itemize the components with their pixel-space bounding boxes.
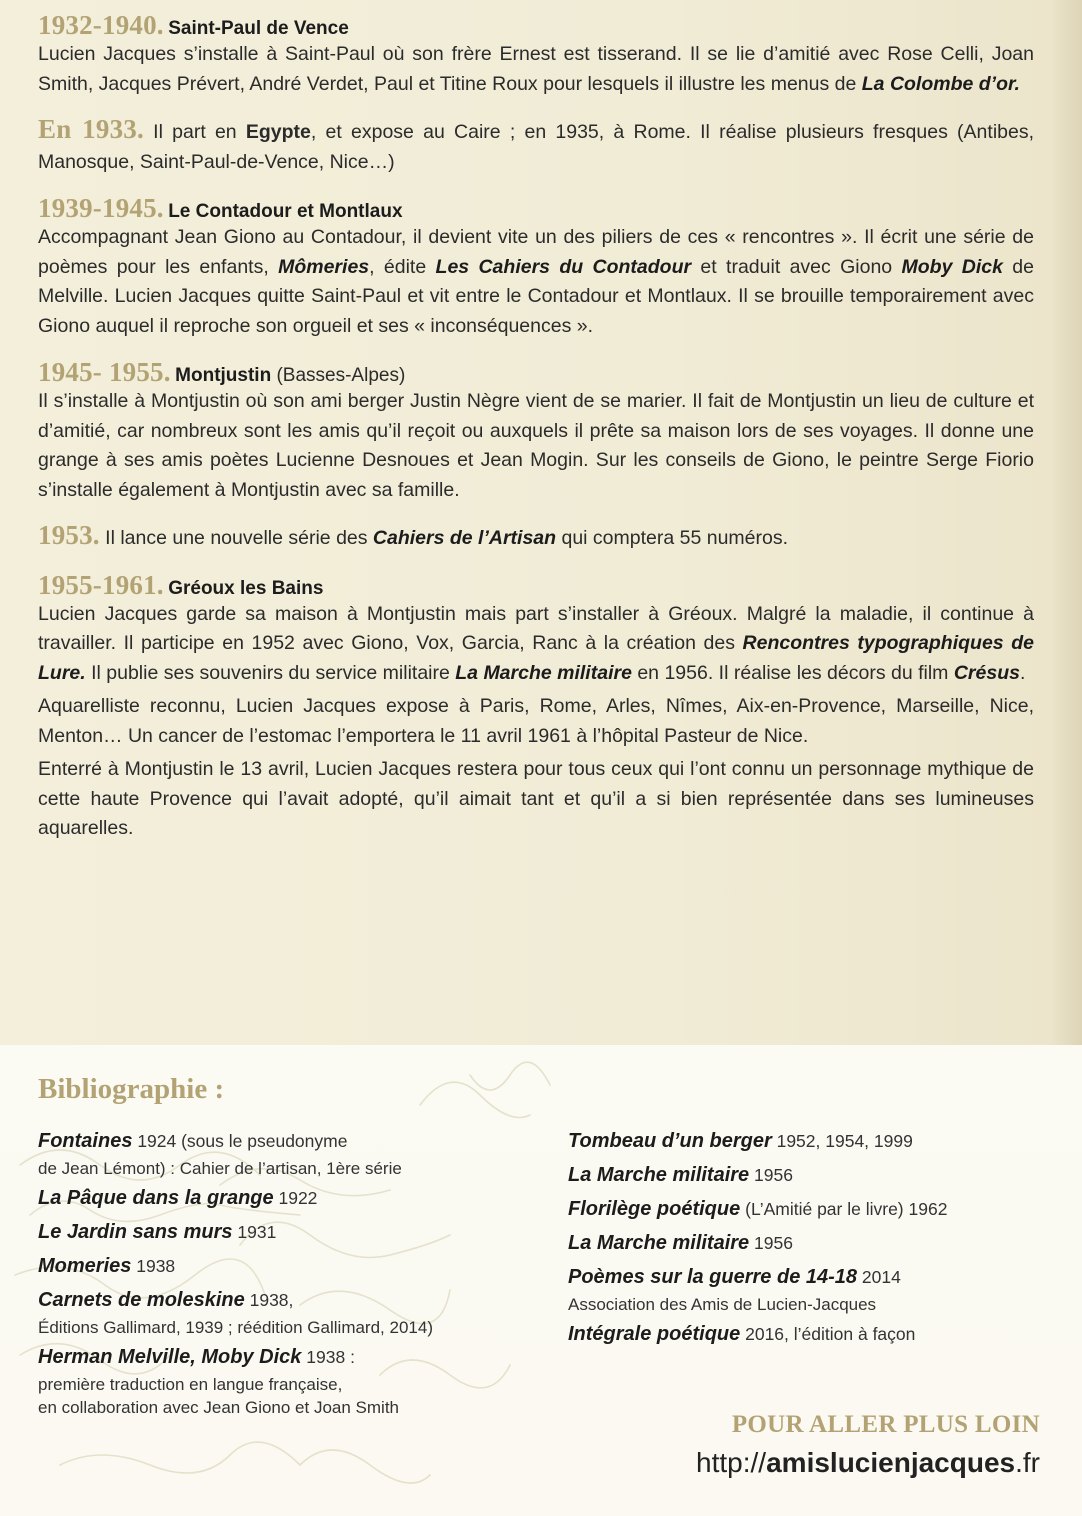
entry-heading: [38, 570, 1034, 600]
book-year: 1922: [273, 1188, 318, 1208]
timeline-entry: [38, 10, 1034, 99]
entry-inline-text: [38, 121, 1034, 173]
entry-year: 1955-1961.: [38, 569, 164, 600]
text-run: , et expose au Caire ; en 1935, à Rome. Il réalise plusieurs fresques (Antibes, Manosque, Saint-Paul-de-Vence, Nice…): [38, 121, 1035, 173]
paragraph: [38, 223, 1034, 341]
entry-year: 1939-1945.: [38, 193, 164, 223]
text-run: Il part en: [143, 121, 246, 143]
book-title: Momeries: [38, 1255, 132, 1277]
timeline-entry: [38, 521, 1034, 554]
entry-year: 1932-1940.: [38, 10, 164, 40]
book-year: 1956: [749, 1165, 793, 1185]
entry-body: [38, 223, 1034, 341]
book-title: Florilège poétique: [568, 1198, 741, 1220]
book-title: Le Jardin sans murs: [38, 1221, 233, 1243]
book-year: (L’Amitié par le livre) 1962: [740, 1199, 948, 1219]
website-link[interactable]: [696, 1447, 1040, 1479]
bibliography-item: [38, 1343, 538, 1419]
book-year: 2016, l’édition à façon: [740, 1324, 916, 1344]
text-run: et traduit avec Giono: [691, 255, 902, 278]
book-year: 1938,: [244, 1290, 294, 1310]
entry-inline-paragraph: [38, 521, 1034, 554]
timeline-entry: [38, 357, 1034, 505]
text-run: Il publie ses souvenirs du service militaire: [85, 661, 456, 684]
book-year: 1956: [749, 1233, 793, 1253]
entry-heading: [38, 357, 1034, 387]
italic-title: Cahiers de l’Artisan: [372, 527, 557, 549]
paragraph: [38, 600, 1034, 689]
book-year: 1938: [131, 1256, 176, 1276]
entry-place: Gréoux les Bains: [168, 577, 324, 599]
book-title: La Pâque dans la grange: [38, 1187, 274, 1209]
entry-body: [38, 600, 1034, 844]
book-year: 2014: [857, 1267, 901, 1287]
text-run: de Melville. Lucien Jacques quitte Saint-Paul et vit entre le Contadour et Montlaux. Il se brouille temporairement avec Giono auquel il reproche son orgueil et ses « inconséquences ».: [38, 255, 1034, 337]
entry-body: [38, 40, 1034, 99]
bibliography-item: [568, 1229, 1048, 1259]
book-note: Éditions Gallimard, 1939 ; réédition Gallimard, 2014): [38, 1318, 433, 1337]
book-year: 1938 :: [301, 1347, 355, 1367]
url-tld: .fr: [1015, 1447, 1040, 1478]
url-domain: amislucienjacques: [766, 1447, 1016, 1478]
entry-body: [38, 387, 1034, 505]
entry-inline-paragraph: [38, 115, 1034, 177]
bibliography-right-column: [568, 1127, 1048, 1354]
entry-year: 1953.: [38, 520, 100, 550]
text-run: en 1956. Il réalise les décors du film: [631, 661, 954, 684]
entry-place: Montjustin: [175, 365, 272, 386]
book-note: de Jean Lémont) : Cahier de l’artisan, 1ère série: [38, 1159, 402, 1178]
entry-year: En 1933.: [38, 114, 144, 144]
italic-title: Rencontres typographiques de Lure.: [38, 632, 1034, 684]
bibliography-heading: Bibliographie :: [38, 1073, 225, 1105]
book-title: Herman Melville, Moby Dick: [38, 1346, 302, 1368]
text-run: Accompagnant Jean Giono au Contadour, il devient vite un des piliers de ces « rencontres ». Il écrit une série de poèmes pour les enfants,: [38, 226, 1034, 278]
text-run: Il lance une nouvelle série des: [99, 527, 373, 549]
paragraph: [38, 692, 1034, 751]
italic-title: Les Cahiers du Contadour: [435, 255, 692, 278]
timeline-entry: [38, 193, 1034, 341]
bibliography-item: [38, 1127, 538, 1180]
italic-title: La Colombe d’or.: [861, 72, 1020, 95]
bibliography-item: [568, 1161, 1048, 1191]
text-run: Il s’installe à Montjustin où son ami berger Justin Nègre vient de se marier. Il fait de Montjustin un lieu de culture et d’amitié, car nombreux sont les amis qu’il reçoit ou auxquels il prête sa maison lors de ses voyages. Il donne une grange à ses amis poètes Lucienne Desnoues et Jean Mogin. Sur les conseils de Giono, le peintre Serge Fiorio s’installe également à Montjustin avec sa famille.: [38, 390, 1034, 501]
text-run: Lucien Jacques s’installe à Saint-Paul où son frère Ernest est tisserand. Il se lie d’amitié avec Rose Celli, Joan Smith, Jacques Prévert, André Verdet, Paul et Titine Roux pour lesquels il illustre les menus de: [38, 43, 1034, 95]
entry-heading: [38, 10, 1034, 40]
bibliography-section: [0, 1045, 1082, 1516]
bibliography-item: [568, 1320, 1048, 1350]
entry-place-region: (Basses-Alpes): [271, 365, 406, 386]
entry-place: Le Contadour et Montlaux: [168, 201, 403, 222]
book-year: 1924 (sous le pseudonyme: [132, 1131, 348, 1151]
italic-title: Mômeries: [278, 255, 370, 278]
book-title: Poèmes sur la guerre de 14-18: [568, 1266, 858, 1288]
text-run: qui comptera 55 numéros.: [556, 527, 789, 549]
book-year: 1931: [232, 1222, 277, 1242]
book-title: La Marche militaire: [568, 1164, 750, 1186]
entry-place: Saint-Paul de Vence: [168, 18, 349, 39]
book-year: 1952, 1954, 1999: [771, 1131, 913, 1151]
entry-heading: [38, 193, 1034, 223]
bibliography-item: [568, 1127, 1048, 1157]
timeline: [38, 10, 1034, 860]
book-title: Fontaines: [38, 1130, 133, 1152]
bibliography-item: [38, 1218, 538, 1248]
bibliography-item: [568, 1263, 1048, 1316]
bibliography-item: [38, 1184, 538, 1214]
text-run: Aquarelliste reconnu, Lucien Jacques expose à Paris, Rome, Arles, Nîmes, Aix-en-Provence, Marseille, Nice, Menton… Un cancer de l’estomac l’emportera le 11 avril 1961 à l’hôpital Pasteur de Nice.: [38, 695, 1034, 747]
text-run: , édite: [369, 255, 436, 278]
bibliography-left-column: [38, 1127, 538, 1423]
entry-year: 1945- 1955.: [38, 357, 171, 387]
bold-text: Egypte: [245, 121, 311, 143]
more-info-label: POUR ALLER PLUS LOIN: [731, 1411, 1040, 1438]
paragraph: [38, 755, 1034, 844]
book-title: Carnets de moleskine: [38, 1289, 245, 1311]
bibliography-item: [568, 1195, 1048, 1225]
book-note: Association des Amis de Lucien-Jacques: [568, 1295, 877, 1314]
italic-title: La Marche militaire: [455, 661, 632, 684]
timeline-entry: [38, 115, 1034, 177]
book-title: Tombeau d’un berger: [568, 1130, 772, 1152]
text-run: Lucien Jacques garde sa maison à Montjustin mais part s’installer à Gréoux. Malgré la maladie, il continue à travailler. Il participe en 1952 avec Giono, Vox, Garcia, Ranc à la création des: [38, 602, 1034, 654]
bibliography-item: [38, 1252, 538, 1282]
italic-title: Crésus: [953, 661, 1020, 684]
timeline-entry: [38, 570, 1034, 844]
entry-inline-text: [100, 527, 788, 549]
paragraph: [38, 40, 1034, 99]
bibliography-item: [38, 1286, 538, 1339]
italic-title: Moby Dick: [901, 255, 1003, 278]
paragraph: [38, 387, 1034, 505]
url-prefix: http://: [696, 1447, 767, 1478]
text-run: .: [1019, 661, 1026, 684]
book-note: en collaboration avec Jean Giono et Joan Smith: [38, 1398, 400, 1417]
book-note: première traduction en langue française,: [38, 1375, 343, 1394]
text-run: Enterré à Montjustin le 13 avril, Lucien Jacques restera pour tous ceux qui l’ont connu un personnage mythique de cette haute Provence qui l’avait adopté, qu’il aimait tant et qu’il a si bien représentée dans ses lumineuses aquarelles.: [38, 758, 1034, 839]
book-title: La Marche militaire: [568, 1232, 750, 1254]
book-title: Intégrale poétique: [568, 1323, 741, 1345]
